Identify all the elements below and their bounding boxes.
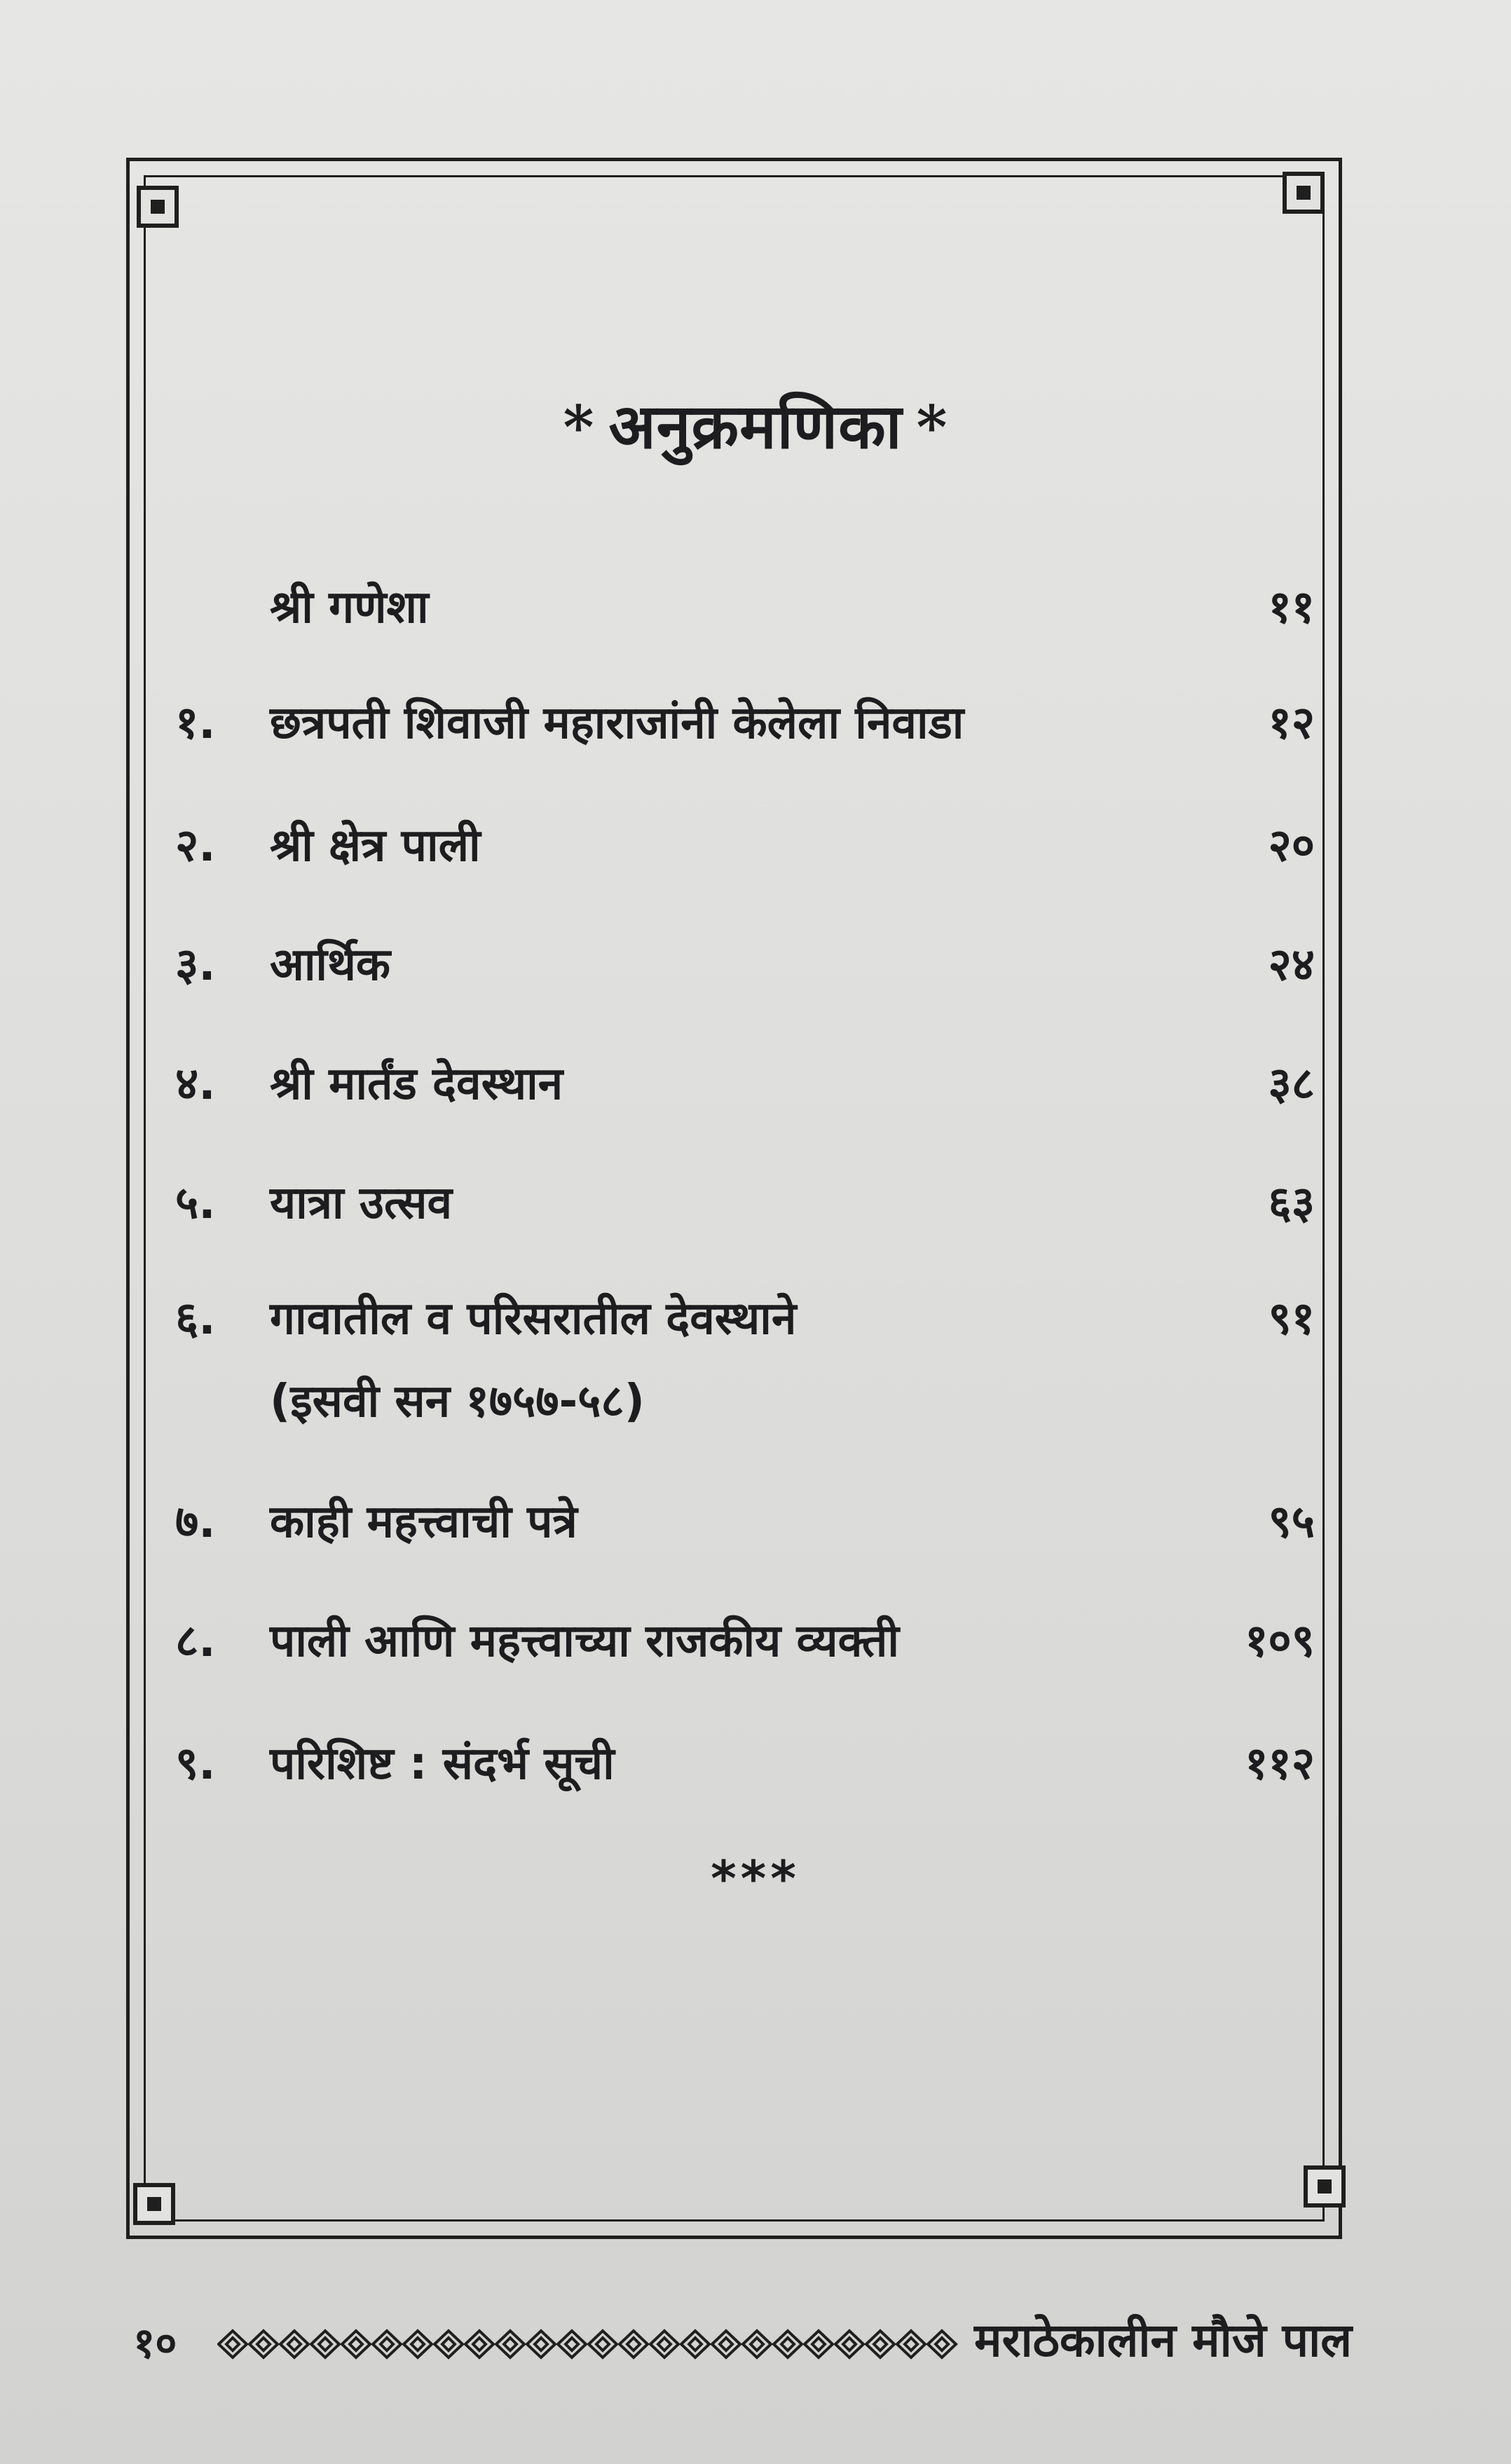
page-title (0, 382, 1511, 466)
footer-ornament-divider (217, 2328, 960, 2360)
entry-page-number: २० (1268, 820, 1315, 872)
page-footer (0, 2292, 1511, 2390)
title-star-right: * (916, 392, 948, 462)
toc-entry (0, 1170, 1511, 1247)
corner-ornament-top-left (137, 186, 179, 228)
end-mark: *** (711, 1850, 800, 1908)
toc-entry (0, 575, 1511, 652)
entry-number: ६. (175, 1293, 216, 1345)
entry-number: ७. (175, 1496, 216, 1548)
toc-entry (0, 1051, 1511, 1128)
entry-page-number: ३८ (1268, 1058, 1315, 1110)
entry-title: छत्रपती शिवाजी महाराजांनी केलेला निवाडा (270, 697, 964, 749)
footer-page-number: १० (133, 2319, 177, 2368)
toc-entry (0, 932, 1511, 1009)
toc-entry (0, 1731, 1511, 1808)
entry-number: १. (175, 697, 216, 749)
entry-page-number: ११२ (1245, 1738, 1315, 1790)
entry-number: २. (175, 820, 216, 872)
entry-subtitle: (इसवी सन १७५७-५८) (270, 1376, 645, 1428)
toc-entry (0, 1608, 1511, 1685)
entry-title: श्री मार्तंड देवस्थान (270, 1058, 563, 1110)
entry-title: श्री क्षेत्र पाली (270, 820, 481, 872)
entry-page-number: १२ (1268, 697, 1315, 749)
entry-page-number: १०९ (1245, 1615, 1315, 1667)
entry-number: ४. (175, 1058, 216, 1110)
entry-title: परिशिष्ट : संदर्भ सूची (270, 1738, 615, 1790)
footer-book-title: मराठेकालीन मौजे पाल (974, 2313, 1352, 2367)
toc-entry (0, 690, 1511, 767)
entry-page-number: ९५ (1268, 1496, 1315, 1548)
corner-ornament-bottom-right (1304, 2165, 1346, 2208)
title-star-left: * (563, 392, 595, 462)
toc-entry (0, 1286, 1511, 1447)
entry-page-number: ६३ (1268, 1177, 1315, 1229)
entry-title: आर्थिक (270, 939, 391, 991)
entry-title: गावातील व परिसरातील देवस्थाने (270, 1293, 797, 1345)
toc-entry (0, 1489, 1511, 1566)
title-text: अनुक्रमणिका (608, 390, 903, 463)
entry-title: श्री गणेशा (270, 582, 429, 634)
entry-title: पाली आणि महत्त्वाच्या राजकीय व्यक्ती (270, 1615, 899, 1667)
entry-number: ५. (175, 1177, 216, 1229)
entry-number: ३. (175, 939, 216, 991)
entry-page-number: ११ (1268, 582, 1315, 634)
entry-page-number: २४ (1268, 939, 1315, 991)
entry-number: ९. (175, 1738, 216, 1790)
entry-title: काही महत्त्वाची पत्रे (270, 1496, 577, 1548)
entry-page-number: ९१ (1268, 1293, 1315, 1345)
corner-ornament-top-right (1283, 172, 1325, 214)
entry-title: यात्रा उत्सव (270, 1177, 453, 1229)
corner-ornament-bottom-left (133, 2183, 175, 2225)
entry-number: ८. (175, 1615, 216, 1667)
toc-entry (0, 813, 1511, 890)
